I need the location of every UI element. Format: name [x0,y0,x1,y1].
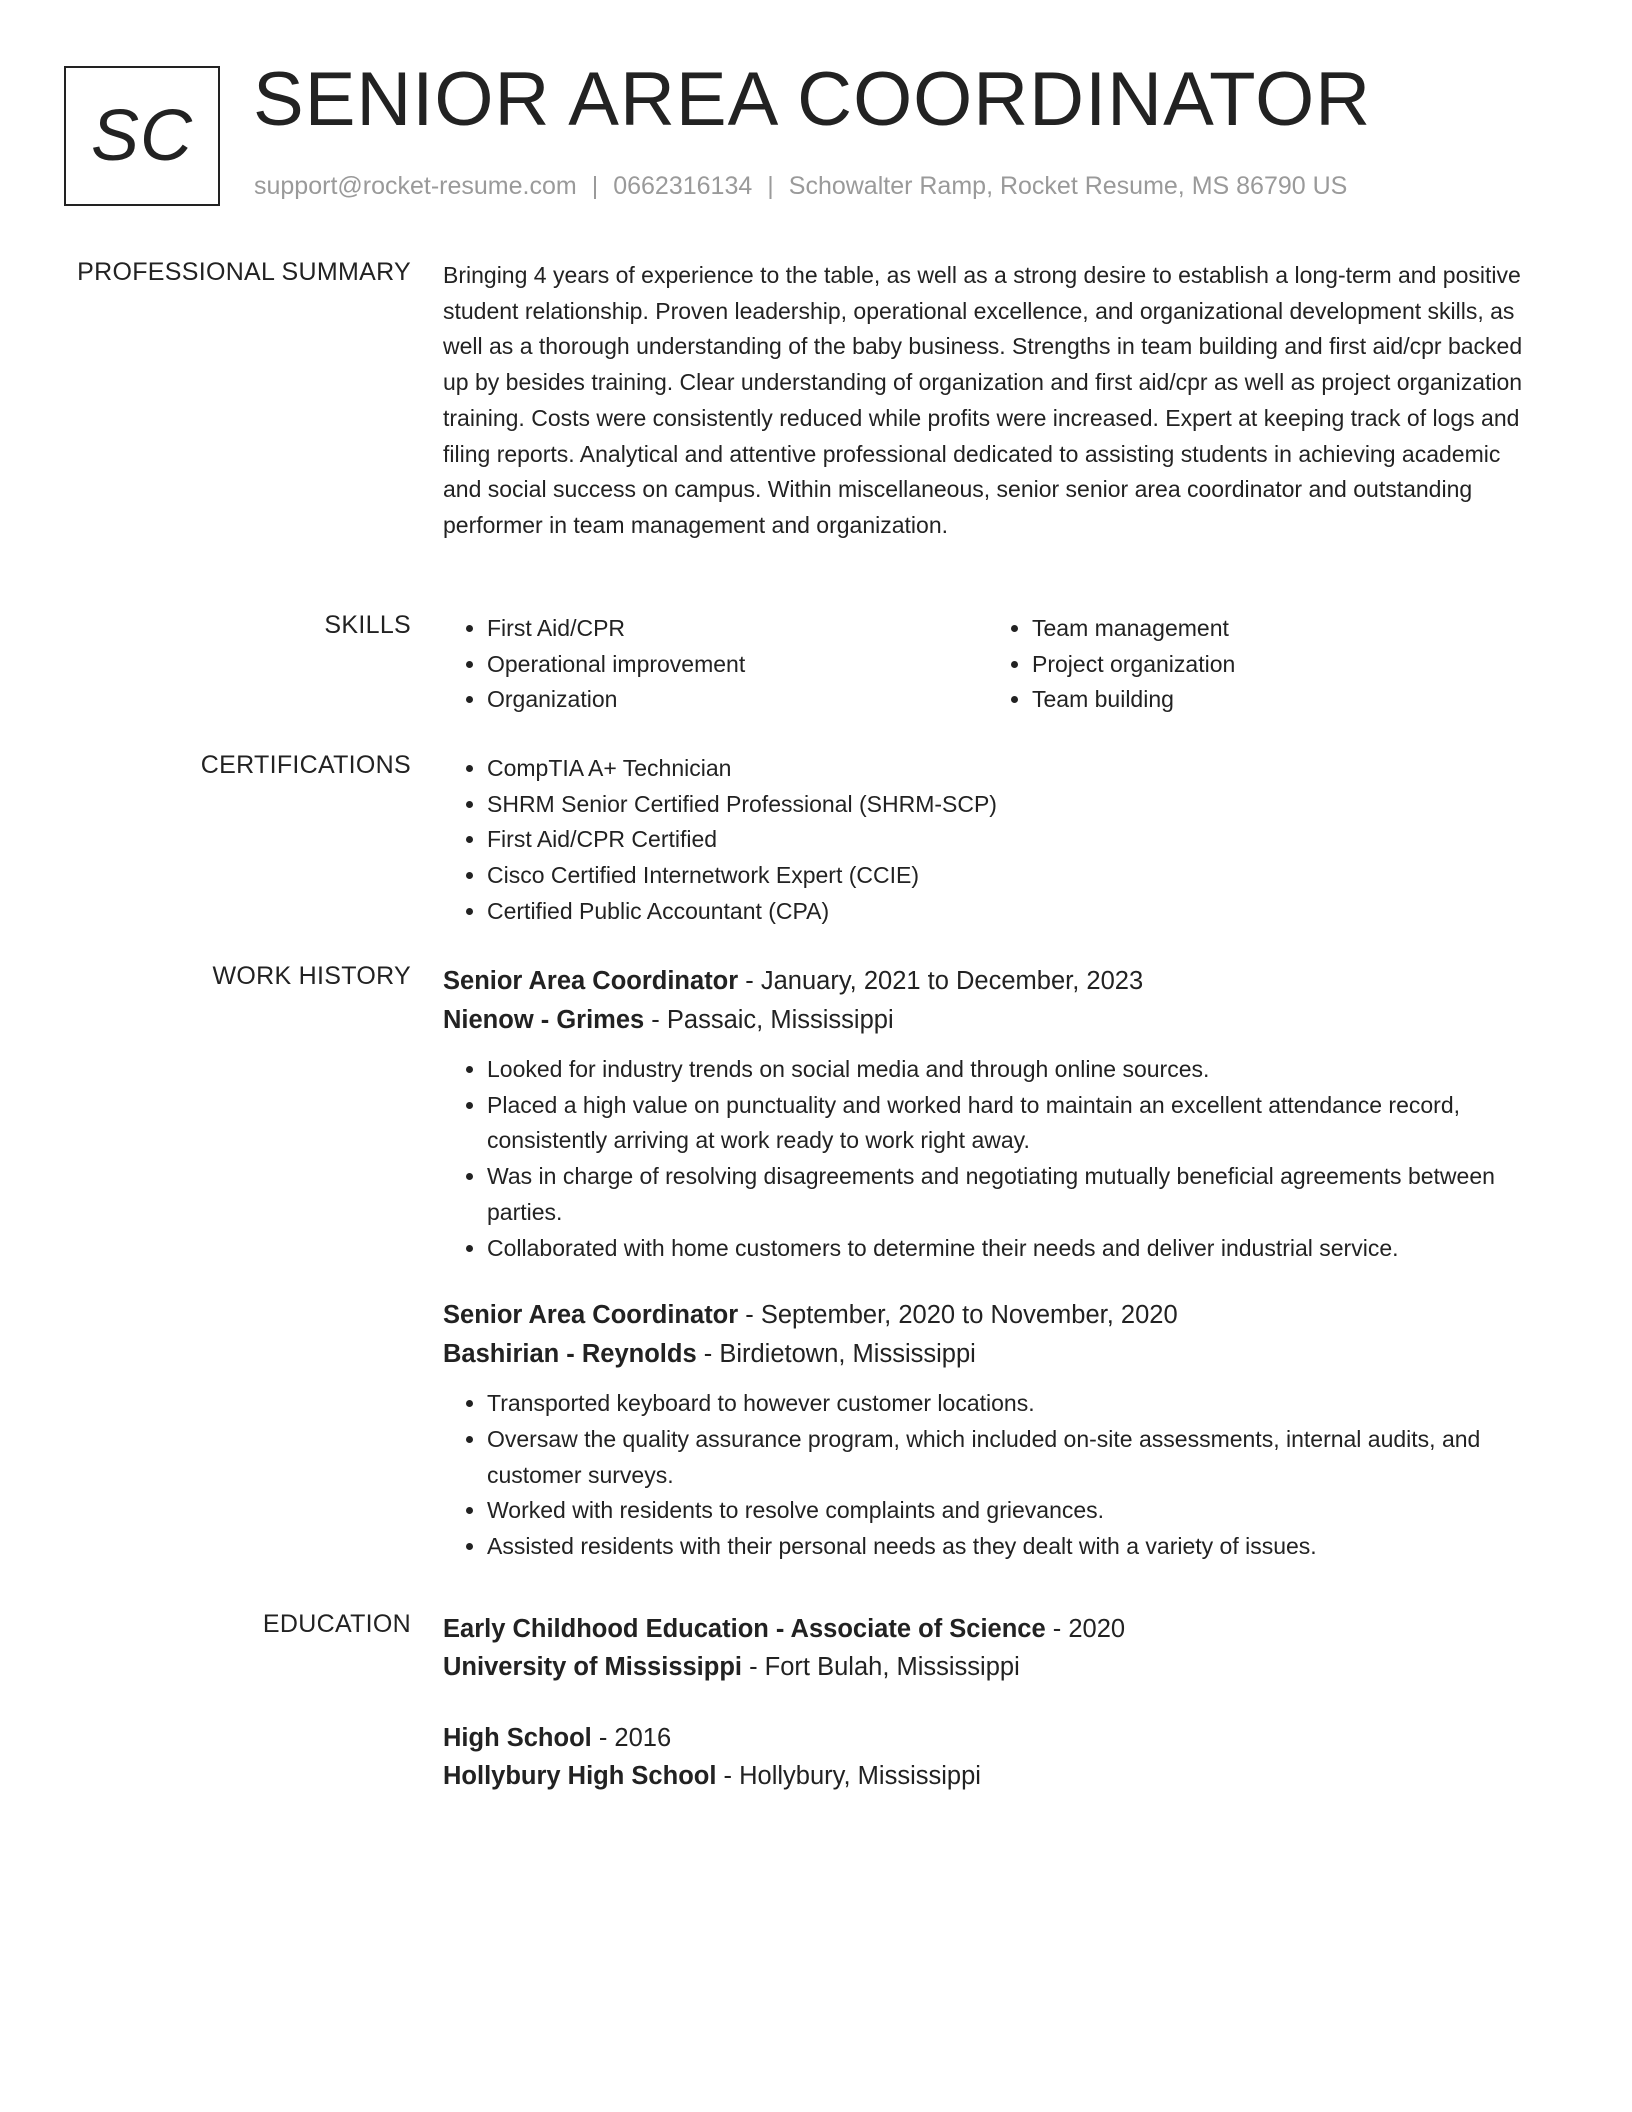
job-bullet: • Assisted residents with their personal needs as they dealt with a variety of issues. [487,1529,1543,1565]
certification-item: • First Aid/CPR Certified [487,822,1543,858]
certification-item: • SHRM Senior Certified Professional (SHRM-SCP) [487,787,1543,823]
skill-item: • Team management [1032,611,1533,647]
skills-column-2 [988,611,1533,718]
job-company-line [443,1001,1543,1040]
certification-item: • Cisco Certified Internetwork Expert (CCIE) [487,858,1543,894]
education-degree-line [443,1610,1543,1648]
certification-item: • CompTIA A+ Technician [487,751,1543,787]
certifications-list [443,751,1543,930]
job-dates: - September, 2020 to November, 2020 [738,1301,1178,1330]
education-degree: Early Childhood Education - Associate of Science [443,1615,1046,1643]
job-dates: - January, 2021 to December, 2023 [738,967,1144,995]
skill-item: • Operational improvement [487,647,988,683]
job-title-line [443,962,1543,1001]
contact-separator: | [591,172,599,200]
contact-separator: | [767,172,774,200]
education-degree-line [443,1719,1543,1757]
education-school: University of Mississippi [443,1653,743,1681]
education-entry [443,1610,1543,1686]
contact-phone: 0662316134 [613,172,753,200]
job-company-line [443,1335,1543,1374]
job-company: Bashirian - Reynolds [443,1340,697,1369]
skill-item: • First Aid/CPR [487,611,988,647]
job-bullet: • Oversaw the quality assurance program, which included on-site assessments, internal audits, and customer surveys. [487,1422,1543,1493]
section-label-summary: PROFESSIONAL SUMMARY [77,258,411,286]
job-bullets [443,1052,1543,1266]
job-bullet: • Placed a high value on punctuality and worked hard to maintain an excellent attendance record, consistently arriving at work ready to work right away. [487,1088,1543,1159]
section-label-work-history: WORK HISTORY [212,962,411,990]
job-location: - Passaic, Mississippi [644,1006,894,1034]
skill-item: • Team building [1032,682,1533,718]
section-label-skills: SKILLS [324,611,411,639]
job-location: - Birdietown, Mississippi [696,1340,976,1369]
job-bullet: • Transported keyboard to however customer locations. [487,1386,1543,1422]
contact-line [254,172,1347,201]
education-degree: High School [443,1724,592,1752]
job-bullets [443,1386,1543,1565]
job-bullet: • Looked for industry trends on social media and through online sources. [487,1052,1543,1088]
skills-grid [443,611,1543,718]
education-location: - Hollybury, Mississippi [716,1762,981,1790]
job-bullet: • Was in charge of resolving disagreements and negotiating mutually beneficial agreements between parties. [487,1159,1543,1230]
job-title-line [443,1296,1543,1335]
summary-text: Bringing 4 years of experience to the table, as well as a strong desire to establish a long-term and positive student relationship. Proven leadership, operational excellence, and organizational development skills, as well as a thorough understanding of the baby business. Strengths in team building and first aid/cpr backed up by besides training. Clear understanding of organization and first aid/cpr as well as project organization training. Costs were consistently reduced while profits were increased. Expert at keeping track of logs and filing reports. Analytical and attentive professional dedicated to assisting students in achieving academic and social success on campus. Within miscellaneous, senior senior area coordinator and outstanding performer in team management and organization. [443,262,1523,538]
education-entry [443,1719,1543,1795]
contact-address: Schowalter Ramp, Rocket Resume, MS 86790 US [788,172,1348,200]
education-body [443,1610,1543,1795]
education-location: - Fort Bulah, Mississippi [742,1653,1020,1681]
job-entry [443,1296,1543,1565]
job-company: Nienow - Grimes [443,1006,645,1034]
education-school: Hollybury High School [443,1762,717,1790]
education-year: - 2016 [591,1724,672,1752]
section-label-education: EDUCATION [262,1610,411,1638]
monogram-initials: SC [90,96,194,176]
skills-body [443,611,1543,718]
contact-email: support@rocket-resume.com [254,172,577,200]
education-school-line [443,1757,1543,1795]
certification-item: • Certified Public Accountant (CPA) [487,894,1543,930]
skill-item: • Project organization [1032,647,1533,683]
job-bullet: • Worked with residents to resolve complaints and grievances. [487,1493,1543,1529]
resume-title: SENIOR AREA COORDINATOR [253,57,1372,142]
education-year: - 2020 [1045,1615,1126,1643]
job-bullet: • Collaborated with home customers to determine their needs and deliver industrial service. [487,1231,1543,1267]
summary-body [443,258,1543,544]
job-entry [443,962,1543,1266]
job-title: Senior Area Coordinator [443,1301,739,1330]
job-title: Senior Area Coordinator [443,967,739,995]
skills-column-1 [443,611,988,718]
skill-item: • Organization [487,682,988,718]
certifications-body [443,751,1543,930]
section-label-certifications: CERTIFICATIONS [200,751,411,779]
monogram-box [64,66,220,206]
work-history-body [443,962,1543,1565]
education-school-line [443,1648,1543,1686]
